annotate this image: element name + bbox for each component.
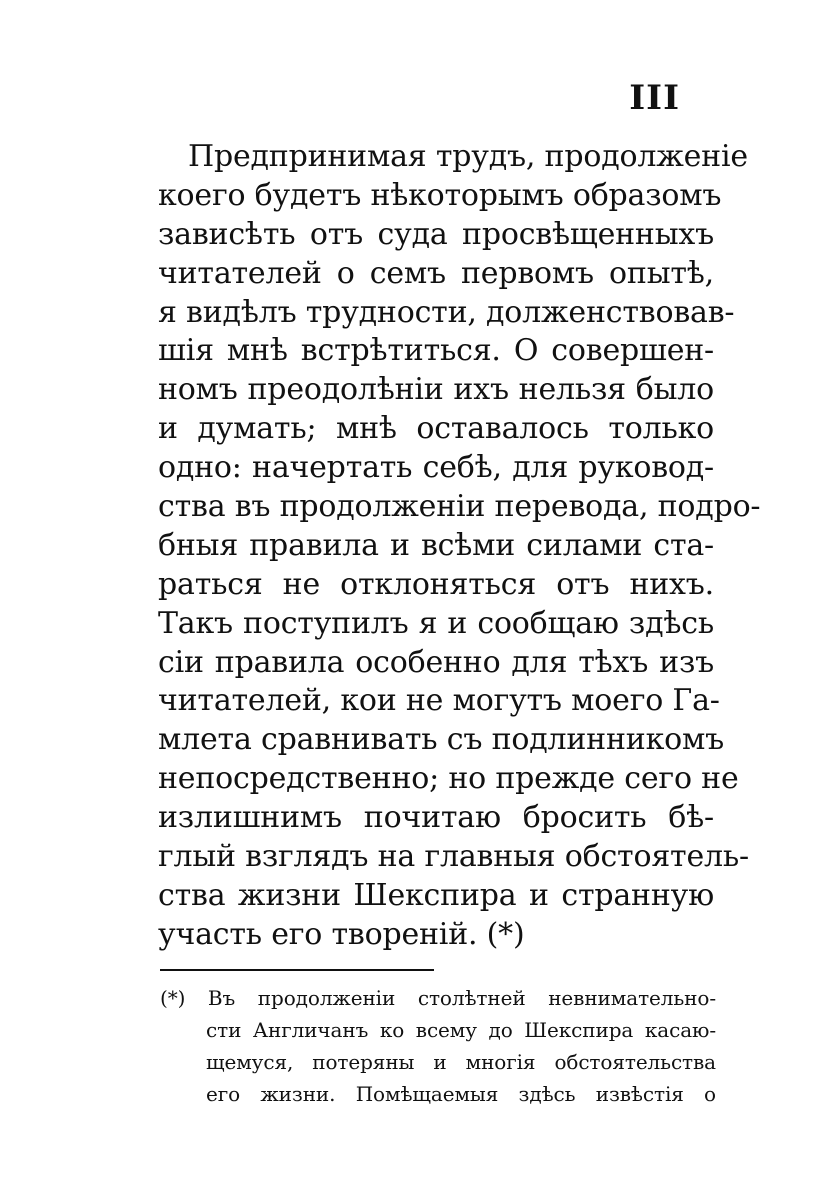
text-line: излишнимъ почитаю бросить бѣ-: [158, 800, 714, 836]
text-line: участь его твореній. (*): [158, 916, 525, 952]
text-line: Предпринимая трудъ, продолженіе: [188, 139, 748, 174]
text-line: читателей о семъ первомъ опытѣ,: [158, 255, 714, 291]
text-line: бныя правила и всѣми силами ста-: [158, 527, 714, 563]
text-line: раться не отклоняться отъ нихъ.: [158, 566, 714, 602]
text-line: читателей, кои не могутъ моего Га-: [158, 683, 720, 719]
text-line: номъ преодолѣніи ихъ нельзя было: [158, 372, 714, 408]
text-line: ства жизни Шекспира и странную: [158, 877, 714, 913]
text-line: Такъ поступилъ я и сообщаю здѣсь: [158, 605, 714, 641]
text-line: глый взглядъ на главныя обстоятель-: [158, 839, 749, 875]
footnote-line: щемуся, потеряны и многія обстоятельства: [206, 1050, 716, 1074]
text-line: и думать; мнѣ оставалось только: [158, 411, 714, 447]
text-line: одно: начертать себѣ, для руковод-: [158, 450, 714, 486]
text-line: коего будетъ нѣкоторымъ образомъ: [158, 177, 722, 213]
text-line: зависѣть отъ суда просвѣщенныхъ: [158, 216, 714, 252]
footnote-divider: [160, 969, 434, 971]
page-number: III: [629, 78, 680, 118]
text-line: ства въ продолженіи перевода, подро-: [158, 489, 761, 525]
footnote-line: (*) Въ продолженіи столѣтней невнимательно-: [160, 986, 716, 1010]
text-line: млета сравнивать съ подлинникомъ: [158, 722, 725, 758]
text-line: непосредственно; но прежде сего не: [158, 761, 739, 797]
footnote-line: его жизни. Помѣщаемыя здѣсь извѣстія о: [206, 1082, 716, 1106]
footnote-line: сти Англичанъ ко всему до Шекспира касаю-: [206, 1018, 716, 1042]
text-line: я видѣлъ трудности, долженствовав-: [158, 294, 735, 330]
text-line: сіи правила особенно для тѣхъ изъ: [158, 644, 714, 680]
main-text: [158, 138, 761, 955]
footnote: [160, 982, 716, 1110]
text-line: шія мнѣ встрѣтиться. О совершен-: [158, 333, 714, 369]
